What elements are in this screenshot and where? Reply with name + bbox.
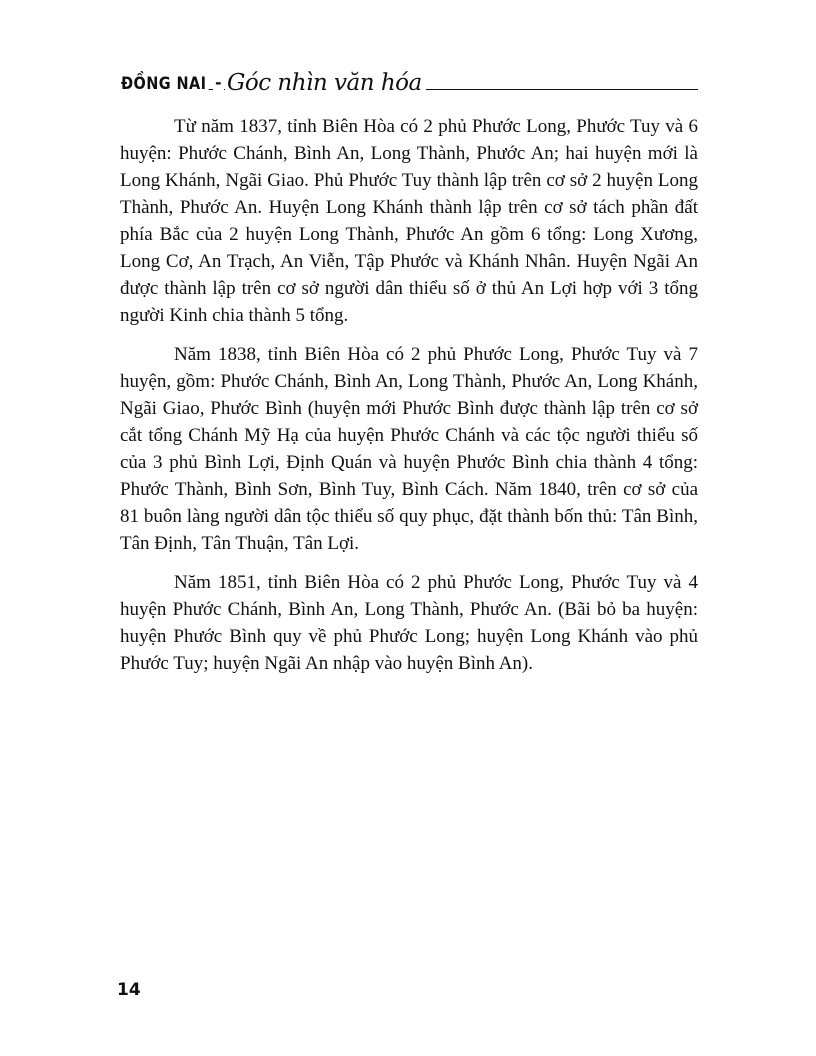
paragraph-1838: Năm 1838, tỉnh Biên Hòa có 2 phủ Phước Long, Phước Tuy và 7 huyện, gồm: Phước Chánh, Bình An, Long Thành, Phước An, Long Khánh, Ngãi Giao, Phước Bình (huyện mới Phước Bình được thành lập trên cơ sở cắt tổng Chánh Mỹ Hạ của huyện Phước Chánh và các tộc người thiểu số của 3 phủ Bình Lợi, Định Quán và huyện Phước Bình chia thành 4 tổng: Phước Thành, Bình Sơn, Bình Tuy, Bình Cách. Năm 1840, trên cơ sở của 81 buôn làng người dân tộc thiểu số quy phục, đặt thành bốn thủ: Tân Bình, Tân Định, Tân Thuận, Tân Lợi. [120,344,698,554]
paragraph-1837: Từ năm 1837, tỉnh Biên Hòa có 2 phủ Phước Long, Phước Tuy và 6 huyện: Phước Chánh, Bình An, Long Thành, Phước An; hai huyện mới là Long Khánh, Ngãi Giao. Phủ Phước Tuy thành lập trên cơ sở 2 huyện Long Thành, Phước An. Huyện Long Khánh thành lập trên cơ sở tách phần đất phía Bắc của 2 huyện Long Thành, Phước An gồm 6 tổng: Long Xương, Long Cơ, An Trạch, An Viễn, Tập Phước và Khánh Nhân. Huyện Ngãi An được thành lập trên cơ sở người dân thiểu số ở thủ An Lợi hợp với 3 tổng người Kinh chia thành 5 tổng. [120,116,698,326]
header-title: ĐỒNG NAI [121,74,207,94]
body-text [120,113,698,689]
running-header [121,58,698,98]
paragraph-1851: Năm 1851, tỉnh Biên Hòa có 2 phủ Phước Long, Phước Tuy và 4 huyện Phước Chánh, Bình An, Long Thành, Phước An. (Bãi bỏ ba huyện: huyện Phước Bình quy về phủ Phước Long; huyện Long Khánh vào phủ Phước Tuy; huyện Ngãi An nhập vào huyện Bình An). [120,572,698,674]
page-number: 14 [117,980,141,1000]
header-separator: - [215,73,222,92]
header-subtitle: Góc nhìn văn hóa [225,70,426,96]
